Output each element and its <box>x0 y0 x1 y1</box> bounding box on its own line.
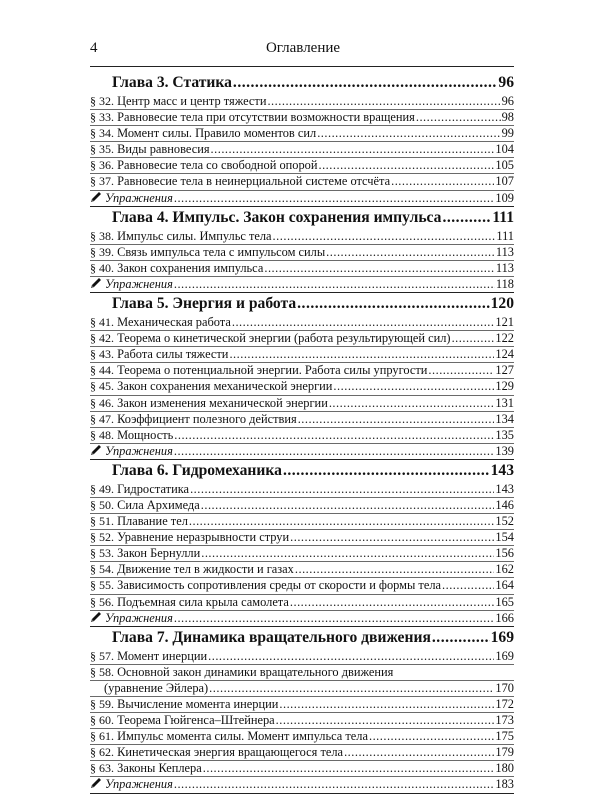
section-title: Уравнение неразрывности струи <box>117 530 290 545</box>
entry-label <box>90 261 263 276</box>
section-number: § 38. <box>90 228 114 243</box>
toc-entry[interactable] <box>90 142 514 158</box>
leader-dots <box>369 729 494 744</box>
page-header <box>90 40 516 62</box>
section-title: Гидростатика <box>117 481 190 496</box>
toc-entry[interactable] <box>90 347 514 363</box>
toc-entry[interactable] <box>90 697 514 713</box>
entry-label <box>90 761 202 776</box>
section-number: § 55. <box>90 578 114 593</box>
toc-entry[interactable] <box>90 713 514 729</box>
toc-entry[interactable] <box>90 428 514 444</box>
section-page: 124 <box>495 347 514 362</box>
exercises-label-wrap <box>90 277 173 292</box>
entry-label <box>90 412 297 427</box>
entry-label <box>90 729 368 744</box>
leader-dots <box>174 191 495 206</box>
section-number: § 58. <box>90 664 114 679</box>
entry-label <box>90 379 332 394</box>
exercises-page: 166 <box>495 610 514 625</box>
section-number: § 36. <box>90 158 114 173</box>
pencil-icon <box>90 191 102 203</box>
toc-entry[interactable] <box>90 562 514 578</box>
leader-dots <box>209 681 494 696</box>
exercises-label: Упражнения <box>105 443 173 458</box>
section-title: Теорема Гюйгенса–Штейнера <box>117 713 275 728</box>
section-number: § 39. <box>90 244 114 259</box>
section-page: 96 <box>501 94 514 108</box>
leader-dots <box>174 777 495 792</box>
section-page: 135 <box>495 427 514 442</box>
leader-dots <box>189 514 495 529</box>
section-title: Момент инерции <box>117 648 208 663</box>
toc-entry[interactable] <box>90 412 514 428</box>
section-page: 111 <box>496 228 514 243</box>
chapter-5 <box>90 293 514 460</box>
section-title: Основной закон динамики вращательного движения <box>117 664 394 679</box>
section-title: Момент силы. Правило моментов сил <box>117 126 317 141</box>
entry-label <box>90 110 415 125</box>
leader-dots <box>174 277 495 292</box>
section-number: § 63. <box>90 761 114 776</box>
section-number: § 35. <box>90 142 114 157</box>
section-number: § 49. <box>90 481 114 496</box>
entry-label <box>90 595 289 610</box>
leader-dots <box>290 530 494 545</box>
pencil-icon <box>90 277 102 289</box>
section-title: Закон Бернулли <box>117 546 201 561</box>
chapter-page: 96 <box>498 74 514 91</box>
section-title: Вычисление момента инерции <box>117 697 279 711</box>
section-title: Плавание тел <box>117 514 188 529</box>
leader-dots <box>233 74 497 92</box>
section-page: 121 <box>495 315 514 330</box>
section-title: Равновесие тела в неинерциальной системе отсчёта <box>117 174 391 189</box>
section-page: 98 <box>501 110 514 125</box>
entry-label <box>90 94 266 109</box>
section-page: 162 <box>495 562 514 577</box>
toc-entry[interactable] <box>90 498 514 514</box>
entry-label <box>90 428 173 443</box>
entry-label <box>90 126 316 141</box>
leader-dots <box>317 126 500 141</box>
section-number: § 53. <box>90 546 114 561</box>
section-title: Кинетическая энергия вращающегося тела <box>117 745 344 760</box>
section-page: 134 <box>495 411 514 426</box>
entry-label <box>90 396 328 411</box>
entry-label <box>90 546 200 561</box>
section-title: Закон сохранения импульса <box>117 260 264 275</box>
section-page: 169 <box>495 648 514 663</box>
entry-label <box>90 713 275 728</box>
entry-label <box>90 745 343 760</box>
section-number: § 60. <box>90 713 114 728</box>
entry-label <box>90 514 188 529</box>
section-title: Законы Кеплера <box>117 761 202 776</box>
section-page: 107 <box>495 174 514 189</box>
section-title: Виды равновесия <box>117 142 210 157</box>
section-page: 104 <box>495 142 514 157</box>
leader-dots <box>298 412 495 427</box>
toc-entry[interactable] <box>90 126 514 142</box>
section-number: § 47. <box>90 411 114 426</box>
pencil-icon <box>90 611 102 623</box>
entry-label <box>90 665 393 680</box>
leader-dots <box>203 761 495 776</box>
leader-dots <box>279 697 494 712</box>
page-title: Оглавление <box>265 40 341 56</box>
leader-dots <box>297 295 489 313</box>
leader-dots <box>391 174 494 189</box>
toc-entry[interactable] <box>90 530 514 546</box>
section-number: § 57. <box>90 648 114 663</box>
section-number: § 34. <box>90 126 114 141</box>
section-number: § 61. <box>90 729 114 744</box>
leader-dots <box>432 629 490 647</box>
entry-label <box>90 530 289 545</box>
entry-label <box>90 697 278 712</box>
section-page: 165 <box>495 594 514 609</box>
chapter-divider <box>90 793 514 794</box>
section-number: § 62. <box>90 745 114 760</box>
chapter-heading[interactable] <box>90 293 514 315</box>
entry-label <box>90 158 317 173</box>
leader-dots <box>318 158 494 173</box>
chapter-title: Глава 4. Импульс. Закон сохранения импульса <box>112 208 442 226</box>
chapter-heading[interactable] <box>90 207 514 229</box>
entry-label <box>90 315 231 330</box>
leader-dots <box>201 546 494 561</box>
chapter-6 <box>90 460 514 627</box>
section-title: Закон изменения механической энергии <box>117 395 328 410</box>
section-page: 173 <box>495 713 514 728</box>
toc-entry[interactable] <box>90 745 514 761</box>
leader-dots <box>273 229 496 244</box>
section-page: 129 <box>495 379 514 394</box>
section-title: Работа силы тяжести <box>117 347 229 362</box>
toc-entry[interactable] <box>90 379 514 395</box>
toc-entry[interactable] <box>90 110 514 126</box>
leader-dots <box>174 428 494 443</box>
toc-entry[interactable] <box>90 363 514 379</box>
section-page: 113 <box>495 260 514 275</box>
leader-dots <box>290 595 495 610</box>
exercises-label-wrap <box>90 191 173 206</box>
exercises-label-wrap <box>90 611 173 626</box>
entry-label <box>90 347 228 362</box>
exercises-label: Упражнения <box>105 777 173 792</box>
leader-dots <box>452 331 495 346</box>
chapter-page: 143 <box>490 461 514 479</box>
section-page: 152 <box>495 514 514 529</box>
entry-label <box>90 562 294 577</box>
section-title: Подъемная сила крыла самолета <box>117 594 289 609</box>
leader-dots <box>211 142 495 157</box>
toc-entry[interactable] <box>90 315 514 331</box>
toc-entry[interactable] <box>90 158 514 174</box>
section-page: 105 <box>495 158 514 173</box>
section-number: § 45. <box>90 379 114 394</box>
section-title: Мощность <box>117 427 174 442</box>
chapter-heading[interactable] <box>90 72 514 94</box>
exercises-page: 139 <box>495 443 514 458</box>
toc-entry[interactable] <box>90 482 514 498</box>
toc-entry[interactable] <box>90 229 514 245</box>
section-number: § 48. <box>90 427 114 442</box>
toc-entry[interactable] <box>90 514 514 530</box>
toc-entry[interactable] <box>90 665 514 681</box>
exercises-entry[interactable] <box>90 777 514 792</box>
chapter-7 <box>90 627 514 794</box>
section-title: Теорема о кинетической энергии (работа результирующей сил) <box>117 331 451 346</box>
toc-entry[interactable] <box>90 546 514 562</box>
toc-entry[interactable] <box>90 649 514 665</box>
section-number: § 46. <box>90 395 114 410</box>
exercises-entry[interactable] <box>90 611 514 626</box>
section-page: 175 <box>495 729 514 744</box>
exercises-entry[interactable] <box>90 444 514 459</box>
section-page: 164 <box>495 578 514 593</box>
leader-dots <box>201 498 495 513</box>
chapter-3 <box>90 72 514 207</box>
exercises-label-wrap <box>90 444 173 459</box>
section-title: Импульс силы. Импульс тела <box>117 228 272 243</box>
section-title: Движение тел в жидкости и газах <box>117 562 294 577</box>
leader-dots <box>295 562 495 577</box>
section-page: 131 <box>495 395 514 410</box>
leader-dots <box>229 347 494 362</box>
exercises-page: 183 <box>495 777 514 792</box>
section-title: Связь импульса тела с импульсом силы <box>117 244 326 259</box>
section-title: Импульс момента силы. Момент импульса тела <box>117 729 368 744</box>
toc-entry[interactable] <box>90 578 514 594</box>
entry-label <box>90 142 210 157</box>
entry-label <box>90 578 441 593</box>
section-title: Механическая работа <box>117 315 231 330</box>
exercises-entry[interactable] <box>90 191 514 206</box>
chapter-page: 169 <box>490 628 514 646</box>
section-title: Зависимость сопротивления среды от скорости и формы тела <box>117 578 442 593</box>
entry-label <box>90 245 325 260</box>
section-number: § 50. <box>90 497 114 512</box>
exercises-label-wrap <box>90 777 173 792</box>
leader-dots <box>174 611 495 626</box>
section-title: Центр масс и центр тяжести <box>117 94 267 108</box>
exercises-page: 109 <box>495 190 514 205</box>
section-page: 156 <box>495 546 514 561</box>
section-number: § 56. <box>90 594 114 609</box>
leader-dots <box>283 462 490 480</box>
leader-dots <box>276 713 495 728</box>
section-number: § 52. <box>90 530 114 545</box>
leader-dots <box>333 379 494 394</box>
leader-dots <box>174 444 495 459</box>
section-page: 146 <box>495 497 514 512</box>
section-title: Закон сохранения механической энергии <box>117 379 333 394</box>
section-number: § 44. <box>90 363 114 378</box>
section-page: 170 <box>495 680 514 695</box>
toc-entry[interactable] <box>90 396 514 412</box>
pencil-icon <box>90 777 102 789</box>
section-title: Равновесие тела при отсутствии возможности вращения <box>117 110 415 125</box>
section-number: § 33. <box>90 110 114 125</box>
section-number: § 54. <box>90 562 114 577</box>
entry-label <box>90 331 451 346</box>
leader-dots <box>264 261 495 276</box>
section-number: § 51. <box>90 514 114 529</box>
chapter-title: Глава 5. Энергия и работа <box>112 295 297 313</box>
section-page: 154 <box>495 530 514 545</box>
section-page: 143 <box>495 481 514 496</box>
section-number: § 32. <box>90 94 114 108</box>
exercises-label: Упражнения <box>105 276 173 291</box>
chapter-4 <box>90 207 514 293</box>
leader-dots <box>442 578 494 593</box>
leader-dots <box>232 315 495 330</box>
toc-entry[interactable] <box>90 245 514 261</box>
section-page: 179 <box>495 745 514 760</box>
section-page: 172 <box>495 697 514 711</box>
chapter-title: Глава 7. Динамика вращательного движения <box>112 628 431 646</box>
chapter-heading[interactable] <box>90 460 514 482</box>
section-page: 113 <box>495 244 514 259</box>
section-number: § 41. <box>90 315 114 330</box>
toc-entry-continuation[interactable] <box>90 681 514 697</box>
pencil-icon <box>90 444 102 456</box>
section-title-continued: (уравнение Эйлера) <box>104 680 209 695</box>
toc-entry[interactable] <box>90 331 514 347</box>
leader-dots <box>267 94 500 109</box>
entry-label <box>90 498 200 513</box>
leader-dots <box>428 363 494 378</box>
exercises-label: Упражнения <box>105 190 173 205</box>
section-title: Сила Архимеда <box>117 497 200 512</box>
section-number: § 40. <box>90 260 114 275</box>
leader-dots <box>344 745 494 760</box>
section-page: 122 <box>495 331 514 346</box>
section-page: 127 <box>495 363 514 378</box>
toc-entry[interactable] <box>90 94 514 110</box>
section-page: 180 <box>495 761 514 776</box>
chapter-page: 120 <box>490 295 514 313</box>
chapter-page: 111 <box>492 208 514 226</box>
exercises-page: 118 <box>495 276 514 291</box>
entry-label <box>90 649 207 664</box>
section-title: Коэффициент полезного действия <box>117 411 297 426</box>
table-of-contents <box>90 72 514 794</box>
entry-label <box>90 174 390 189</box>
header-rule <box>90 66 514 67</box>
section-title: Теорема о потенциальной энергии. Работа силы упругости <box>117 363 428 378</box>
chapter-title: Глава 6. Гидромеханика <box>112 461 282 479</box>
leader-dots <box>208 649 494 664</box>
leader-dots <box>326 245 495 260</box>
section-number: § 37. <box>90 174 114 189</box>
section-page: 99 <box>501 126 514 141</box>
section-title: Равновесие тела со свободной опорой <box>117 158 318 173</box>
entry-label <box>90 363 427 378</box>
section-number: § 42. <box>90 331 114 346</box>
exercises-label: Упражнения <box>105 610 173 625</box>
leader-dots <box>190 482 494 497</box>
exercises-entry[interactable] <box>90 277 514 292</box>
page-number: 4 <box>90 40 98 56</box>
leader-dots <box>329 396 495 411</box>
leader-dots <box>416 110 501 125</box>
section-number: § 43. <box>90 347 114 362</box>
leader-dots <box>442 209 491 227</box>
section-number: § 59. <box>90 697 114 711</box>
toc-entry[interactable] <box>90 261 514 277</box>
entry-label <box>90 482 189 497</box>
toc-entry[interactable] <box>90 174 514 190</box>
toc-entry[interactable] <box>90 595 514 611</box>
chapter-title: Глава 3. Статика <box>112 74 232 91</box>
chapter-heading[interactable] <box>90 627 514 649</box>
toc-entry[interactable] <box>90 761 514 777</box>
toc-entry[interactable] <box>90 729 514 745</box>
entry-label <box>90 229 272 244</box>
